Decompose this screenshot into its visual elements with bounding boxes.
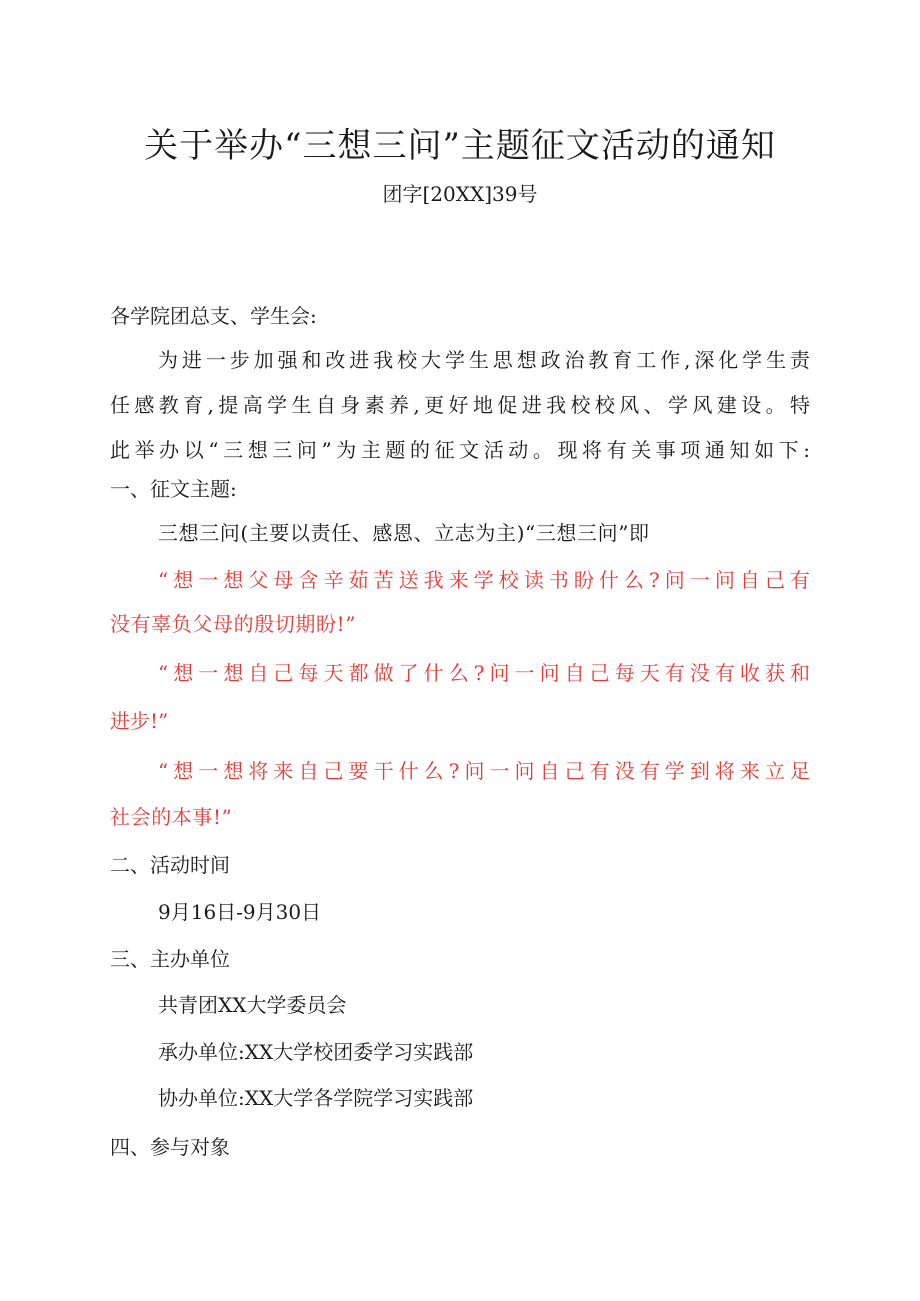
section-4-heading: 四、参与对象 (110, 1135, 230, 1159)
question-1-line-1: “想一想父母含辛茹苦送我来学校读书盼什么?问一问自己有 (158, 568, 810, 592)
document-title: 关于举办“三想三问”主题征文活动的通知 (144, 126, 776, 166)
activity-dates: 9月16日-9月30日 (158, 900, 322, 924)
coorganizer: 协办单位:XX大学各学院学习实践部 (158, 1086, 474, 1110)
question-2-line-2: 进步!” (110, 709, 169, 733)
undertaker: 承办单位:XX大学校团委学习实践部 (158, 1040, 474, 1064)
question-3-line-2: 社会的本事!” (110, 805, 233, 829)
salutation: 各学院团总支、学生会: (110, 304, 317, 328)
intro-line-1: 为进一步加强和改进我校大学生思想政治教育工作,深化学生责 (158, 348, 810, 372)
section-3-heading: 三、主办单位 (110, 947, 230, 971)
question-2-line-1: “想一想自己每天都做了什么?问一问自己每天有没有收获和 (158, 661, 810, 685)
theme-statement: 三想三问(主要以责任、感恩、立志为主)“三想三问”即 (158, 521, 650, 545)
organizer: 共青团XX大学委员会 (158, 993, 347, 1017)
document-number: 团字[20XX]39号 (382, 182, 538, 206)
question-1-line-2: 没有辜负父母的殷切期盼!” (110, 612, 357, 636)
section-2-heading: 二、活动时间 (110, 853, 230, 877)
intro-line-3: 此举办以“三想三问”为主题的征文活动。现将有关事项通知如下: (110, 438, 810, 462)
intro-line-2: 任感教育,提高学生自身素养,更好地促进我校校风、学风建设。特 (110, 393, 810, 417)
question-3-line-1: “想一想将来自己要干什么?问一问自己有没有学到将来立足 (158, 759, 810, 783)
section-1-heading: 一、征文主题: (110, 477, 237, 501)
